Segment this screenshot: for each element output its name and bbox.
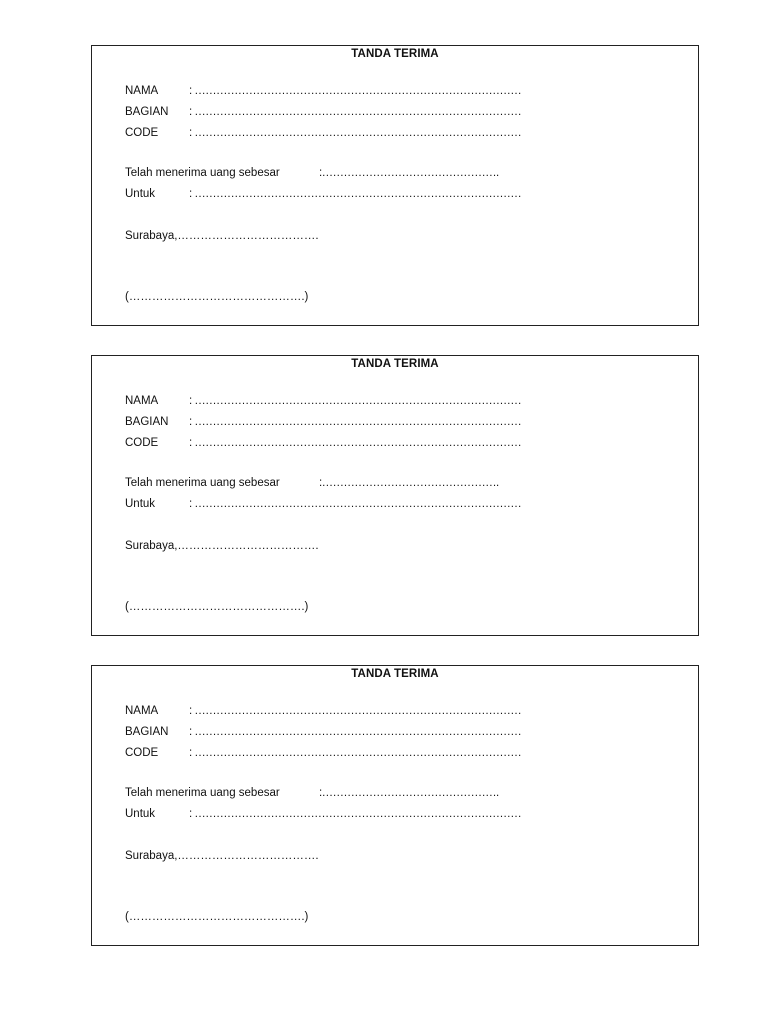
- name-row: [125, 395, 521, 407]
- code-label: CODE: [125, 747, 159, 759]
- dept-row: [125, 416, 521, 428]
- code-row: [125, 127, 521, 139]
- receipt-title: TANDA TERIMA: [351, 668, 439, 680]
- name-label: NAMA: [125, 395, 159, 407]
- amount-field[interactable]: :………………………………………….: [319, 787, 499, 799]
- dept-label: BAGIAN: [125, 106, 169, 118]
- signature-line[interactable]: (……………………………………….): [125, 291, 309, 303]
- code-field[interactable]: : ………………………………………………………………………………: [189, 127, 522, 139]
- dept-field[interactable]: : ………………………………………………………………………………: [189, 106, 522, 118]
- purpose-row: [125, 188, 521, 200]
- name-field[interactable]: : ………………………………………………………………………………: [189, 85, 522, 97]
- receipt-title: TANDA TERIMA: [351, 48, 439, 60]
- purpose-field[interactable]: : ………………………………………………………………………………: [189, 188, 522, 200]
- purpose-label: Untuk: [125, 808, 156, 820]
- purpose-label: Untuk: [125, 188, 156, 200]
- code-field[interactable]: : ………………………………………………………………………………: [189, 747, 522, 759]
- amount-row: [125, 787, 499, 799]
- purpose-row: [125, 498, 521, 510]
- code-row: [125, 747, 521, 759]
- purpose-label: Untuk: [125, 498, 156, 510]
- code-label: CODE: [125, 127, 159, 139]
- name-field[interactable]: : ………………………………………………………………………………: [189, 395, 522, 407]
- signature-line[interactable]: (……………………………………….): [125, 601, 309, 613]
- amount-field[interactable]: :………………………………………….: [319, 167, 499, 179]
- name-field[interactable]: : ………………………………………………………………………………: [189, 705, 522, 717]
- amount-field[interactable]: :………………………………………….: [319, 477, 499, 489]
- place-date[interactable]: Surabaya,……………………………….: [125, 850, 319, 862]
- code-label: CODE: [125, 437, 159, 449]
- dept-label: BAGIAN: [125, 726, 169, 738]
- purpose-field[interactable]: : ………………………………………………………………………………: [189, 808, 522, 820]
- signature-line[interactable]: (……………………………………….): [125, 911, 309, 923]
- receipt-form-2: [91, 355, 699, 636]
- name-label: NAMA: [125, 85, 159, 97]
- dept-row: [125, 726, 521, 738]
- amount-label: Telah menerima uang sebesar: [125, 477, 280, 489]
- purpose-row: [125, 808, 521, 820]
- amount-row: [125, 167, 499, 179]
- code-field[interactable]: : ………………………………………………………………………………: [189, 437, 522, 449]
- dept-field[interactable]: : ………………………………………………………………………………: [189, 416, 522, 428]
- dept-row: [125, 106, 521, 118]
- receipt-form-1: [91, 45, 699, 326]
- name-row: [125, 705, 521, 717]
- amount-row: [125, 477, 499, 489]
- dept-field[interactable]: : ………………………………………………………………………………: [189, 726, 522, 738]
- receipt-form-3: [91, 665, 699, 946]
- receipt-title: TANDA TERIMA: [351, 358, 439, 370]
- dept-label: BAGIAN: [125, 416, 169, 428]
- name-row: [125, 85, 521, 97]
- purpose-field[interactable]: : ………………………………………………………………………………: [189, 498, 522, 510]
- place-date[interactable]: Surabaya,……………………………….: [125, 230, 319, 242]
- name-label: NAMA: [125, 705, 159, 717]
- amount-label: Telah menerima uang sebesar: [125, 787, 280, 799]
- code-row: [125, 437, 521, 449]
- amount-label: Telah menerima uang sebesar: [125, 167, 280, 179]
- place-date[interactable]: Surabaya,……………………………….: [125, 540, 319, 552]
